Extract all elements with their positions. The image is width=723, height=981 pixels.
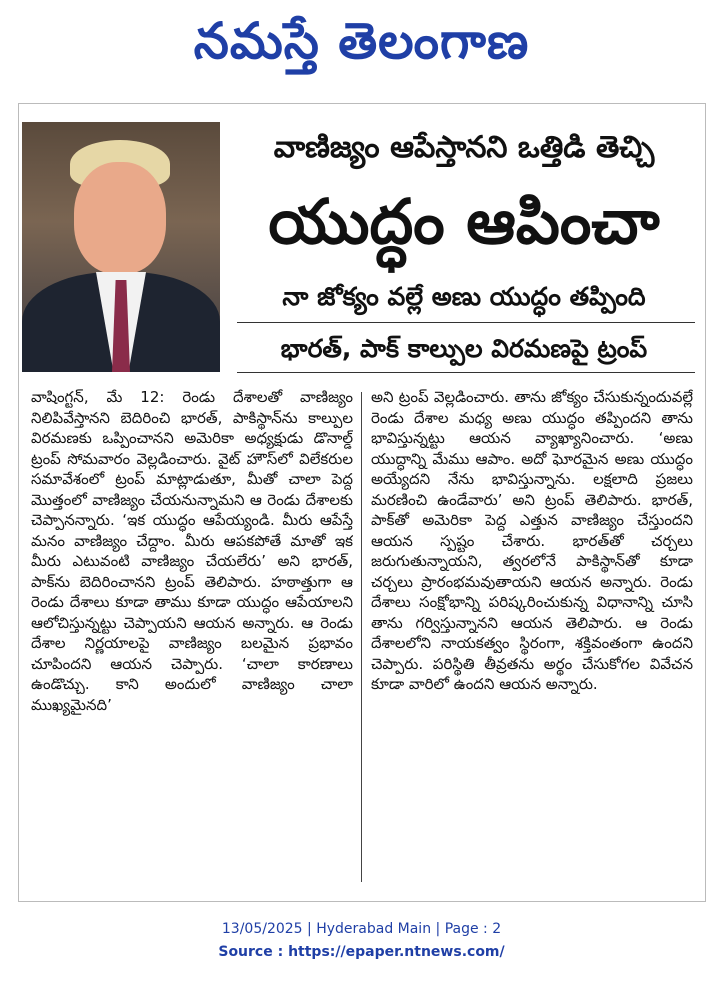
article-body-left-column: వాషింగ్టన్, మే 12: రెండు దేశాలతో వాణిజ్యం నిలిపివేస్తానని బెదిరించి భారత్, పాకిస్థాన్‌ను కాల్పుల విరమణకు ఒప్పించానని అమెరికా అధ్యక్షుడు డొనాల్డ్ ట్రంప్ సోమవారం వెల్లడించారు. వైట్ హౌస్‌లో విలేకరుల సమావేశంలో ట్రంప్ మాట్లాడుతూ, మీతో చాలా పెద్ద మొత్తంలో వాణిజ్యం చేయనున్నామని ఆ రెండు దేశాలకు చెప్పానన్నారు. ‘ఇక యుద్ధం ఆపేయ్యండి. మీరు ఆపేస్తే మనం వాణిజ్యం చేద్దాం. మీరు ఆపకపోతే మాతో ఇక మీరు ఎటువంటి వాణిజ్యం చేయలేరు’ అని భారత్, పాక్‌ను బెదిరించానని ట్రంప్ తెలిపారు. హఠాత్తుగా ఆ రెండు దేశాలు కూడా తాము కూడా యుద్ధం ఆపేయాలని ఆలోచిస్తున్నట్టు చెప్పాయని ఆయన అన్నారు. ఆ రెండు దేశాల నిర్ణయాలపై వాణిజ్యం బలమైన ప్రభావం చూపిందని ఆయన చెప్పారు. ‘చాలా కారణాలు ఉండొచ్చు. కాని అందులో వాణిజ్యం చాలా ముఖ్యమైనది’ bbox=[31, 388, 353, 714]
article-body-right-column: అని ట్రంప్ వెల్లడించారు. తాను జోక్యం చేసుకున్నందువల్లే రెండు దేశాల మధ్య అణు యుద్ధం తప్పిందని తాను భావిస్తున్నట్టు ఆయన వ్యాఖ్యానించారు. ‘అణు యుద్ధాన్ని మేము ఆపాం. అదో ఘోరమైన అణు యుద్ధం అయ్యేదని నేను భావిస్తున్నాను. లక్షలాది ప్రజలు మరణించి ఉండేవారు’ అని ట్రంప్ తెలిపారు. భారత్, పాక్‌తో అమెరికా పెద్ద ఎత్తున వాణిజ్యం చేస్తుందని ఆయన స్పష్టం చేశారు. భారత్‌తో చర్చలు జరుగుతున్నాయని, త్వరలోనే పాకిస్థాన్‌తో కూడా చర్చలు ప్రారంభమవుతాయని ఆయన అన్నారు. రెండు దేశాలు సంక్షోభాన్ని పరిష్కరించుకున్న విధానాన్ని చూసి తాను గర్విస్తున్నానని ఆయన తెలిపారు. ఆ రెండు దేశాలలోని నాయకత్వం స్థిరంగా, శక్తివంతంగా ఉందని చెప్పారు. పరిస్థితి తీవ్రతను అర్థం చేసుకోగల వివేచన కూడా వారిలో ఉందని ఆయన అన్నారు. bbox=[371, 388, 693, 693]
deck-divider-top bbox=[237, 322, 695, 323]
deck-divider-bottom bbox=[237, 372, 695, 373]
edition-info: 13/05/2025 | Hyderabad Main | Page : 2 bbox=[221, 921, 502, 937]
subheadline-1: నా జోక్యం వల్లే అణు యుద్ధం తప్పింది bbox=[282, 282, 646, 311]
source-link[interactable]: Source : https://epaper.ntnews.com/ bbox=[218, 944, 505, 960]
news-clipping bbox=[18, 103, 706, 902]
headline-kicker: వాణిజ్యం ఆపేస్తానని ఒత్తిడి తెచ్చి bbox=[273, 130, 655, 165]
trump-photo bbox=[22, 122, 220, 372]
photo-face bbox=[74, 162, 166, 274]
column-divider bbox=[361, 392, 362, 882]
newspaper-masthead: నమస్తే తెలంగాణ bbox=[193, 12, 530, 70]
subheadline-2: భారత్, పాక్ కాల్పుల విరమణపై ట్రంప్ bbox=[280, 334, 648, 363]
main-headline: యుద్ధం ఆపించా bbox=[268, 185, 660, 258]
